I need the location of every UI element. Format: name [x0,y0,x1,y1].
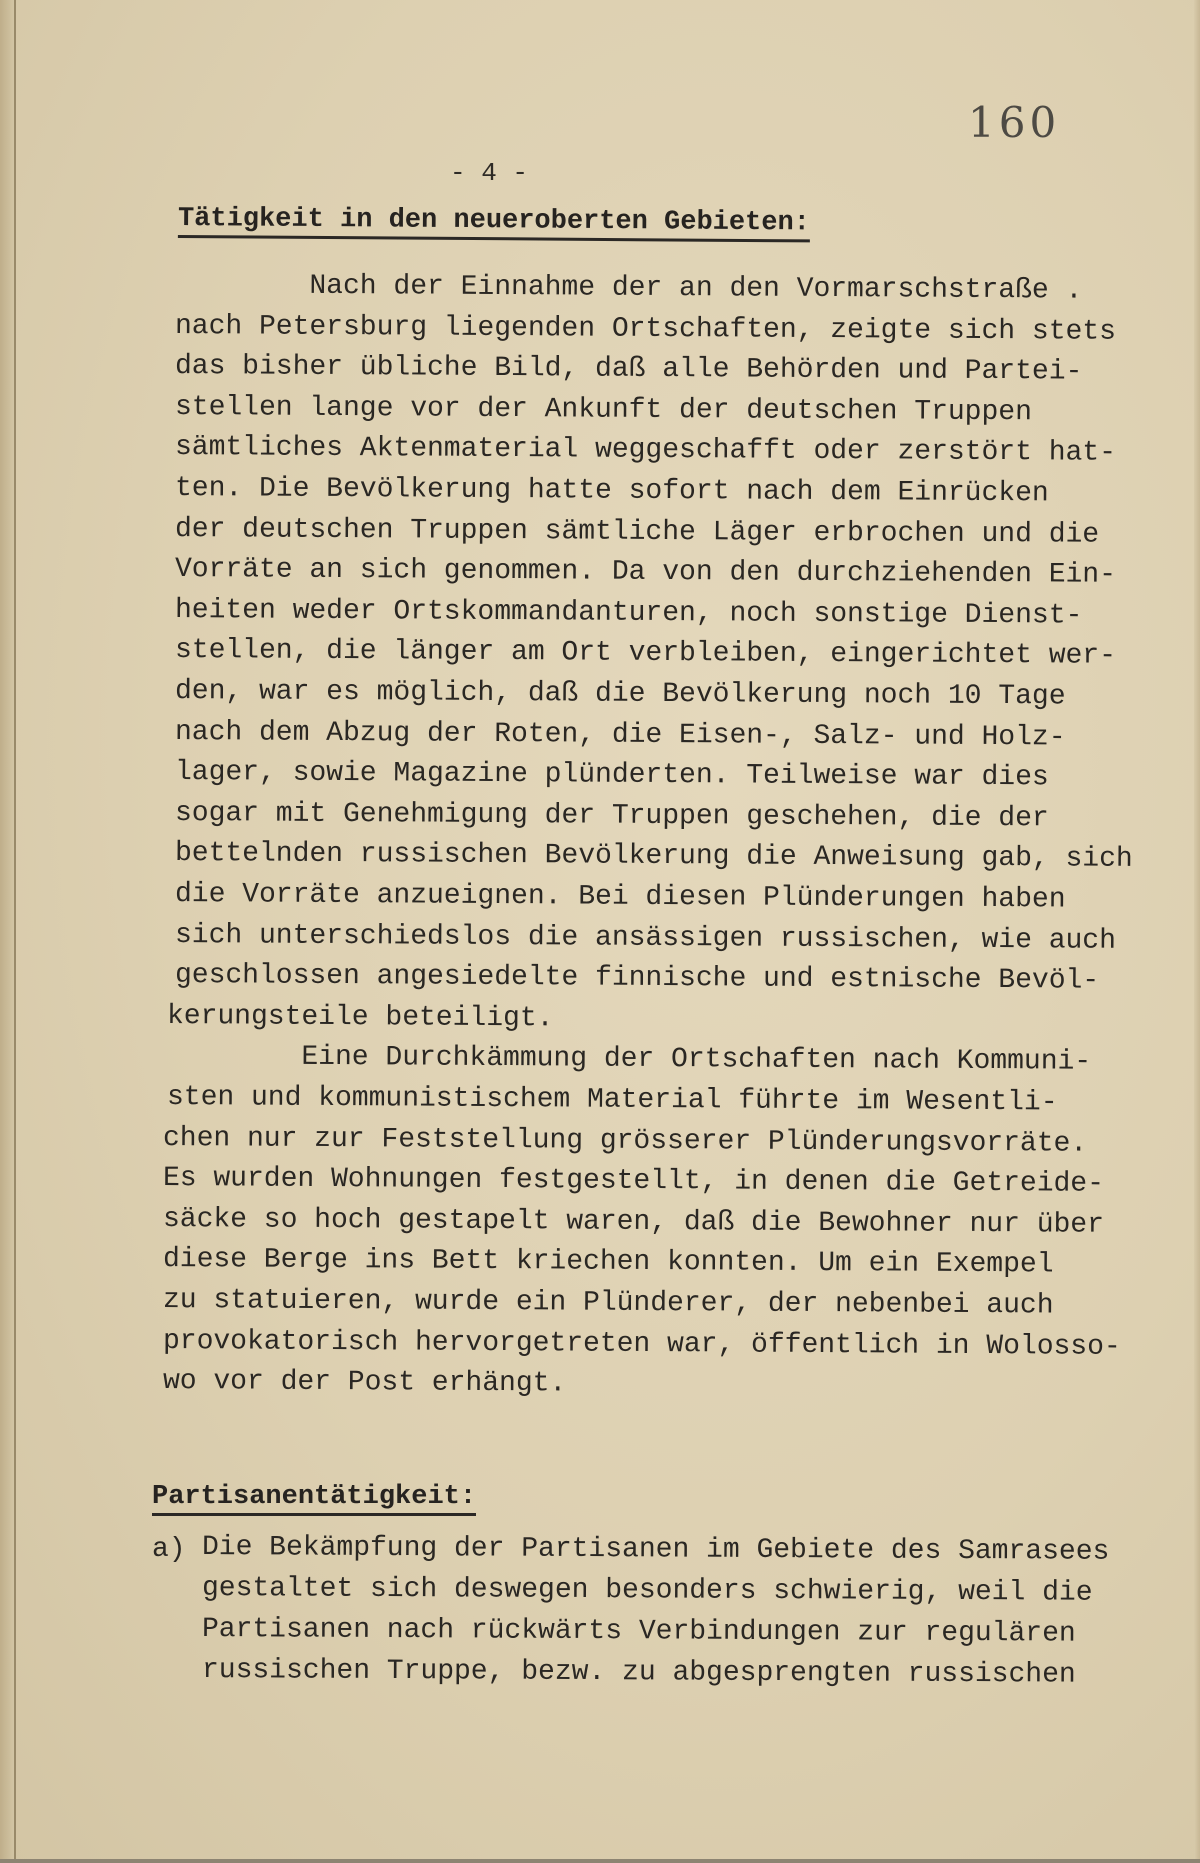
text-line: sich unterschiedslos die ansässigen russischen, wie auch [174,919,1117,957]
text-line: Nach der Einnahme der an den Vormarschstraße . [174,270,1083,307]
text-line: sten und kommunistischem Material führte im Wesentli- [166,1082,1058,1119]
text-line: chen nur zur Feststellung grösserer Plünderungsvorräte. [162,1122,1088,1160]
folio-number: 160 [968,98,1061,147]
text-line: die Vorräte anzueignen. Bei diesen Plünderungen haben [174,879,1066,916]
section-heading-new-territories: Tätigkeit in den neueroberten Gebieten: [178,204,810,242]
text-line: sogar mit Genehmigung der Truppen geschehen, die der [174,797,1049,835]
text-line: provokatorisch hervorgetreten war, öffentlich in Wolosso- [162,1325,1121,1363]
text-line: das bisher übliche Bild, daß alle Behörden und Partei- [174,351,1083,388]
page-bottom-edge [0,1859,1200,1863]
text-line: Die Bekämpfung der Partisanen im Gebiete des Samrasees [201,1532,1110,1568]
section-heading-partisan-activity: Partisanentätigkeit: [152,1482,476,1516]
binding-fold-line [14,0,16,1863]
text-line: bettelnden russischen Bevölkerung die Anweisung gab, sich [174,838,1133,876]
text-line: heiten weder Ortskommandanturen, noch sonstige Dienst- [174,594,1083,632]
text-line: wo vor der Post erhängt. [162,1366,567,1400]
text-line: zu statuieren, wurde ein Plünderer, der nebenbei auch [162,1285,1054,1322]
text-line: Partisanen nach rückwärts Verbindungen zur regulären [201,1614,1076,1650]
text-line: sämtliches Aktenmaterial weggeschafft oder zerstört hat- [174,432,1117,470]
text-line: gestaltet sich deswegen besonders schwierig, weil die [201,1573,1093,1609]
text-line: diese Berge ins Bett kriechen konnten. Um ein Exempel [162,1244,1054,1281]
page-right-edge [1194,0,1200,1863]
text-line: kerungsteile beteiligt. [166,1000,554,1035]
text-line: ten. Die Bevölkerung hatte sofort nach dem Einrücken [174,473,1049,510]
text-line: Vorräte an sich genommen. Da von den durchziehenden Ein- [174,554,1117,591]
text-line: stellen, die länger am Ort verbleiben, eingerichtet wer- [174,635,1117,673]
text-line: nach dem Abzug der Roten, die Eisen-, Salz- und Holz- [174,716,1066,754]
list-item-marker: a) [152,1534,186,1565]
text-line: lager, sowie Magazine plünderten. Teilweise war dies [174,757,1049,794]
text-line: stellen lange vor der Ankunft der deutschen Truppen [174,391,1033,429]
text-line: nach Petersburg liegenden Ortschaften, zeigte sich stets [174,310,1117,348]
text-line: Eine Durchkämmung der Ortschaften nach Kommuni- [166,1041,1092,1079]
text-line: geschlossen angesiedelte finnische und estnische Bevöl- [174,960,1100,997]
text-line: säcke so hoch gestapelt waren, daß die Bewohner nur über [162,1203,1105,1241]
text-line: der deutschen Truppen sämtliche Läger erbrochen und die [174,513,1100,551]
text-line: russischen Truppe, bezw. zu abgesprengten russischen [201,1655,1076,1691]
text-line: den, war es möglich, daß die Bevölkerung noch 10 Tage [174,676,1066,713]
page-number: - 4 - [450,158,529,188]
text-line: Es wurden Wohnungen festgestellt, in denen die Getreide- [162,1163,1105,1200]
